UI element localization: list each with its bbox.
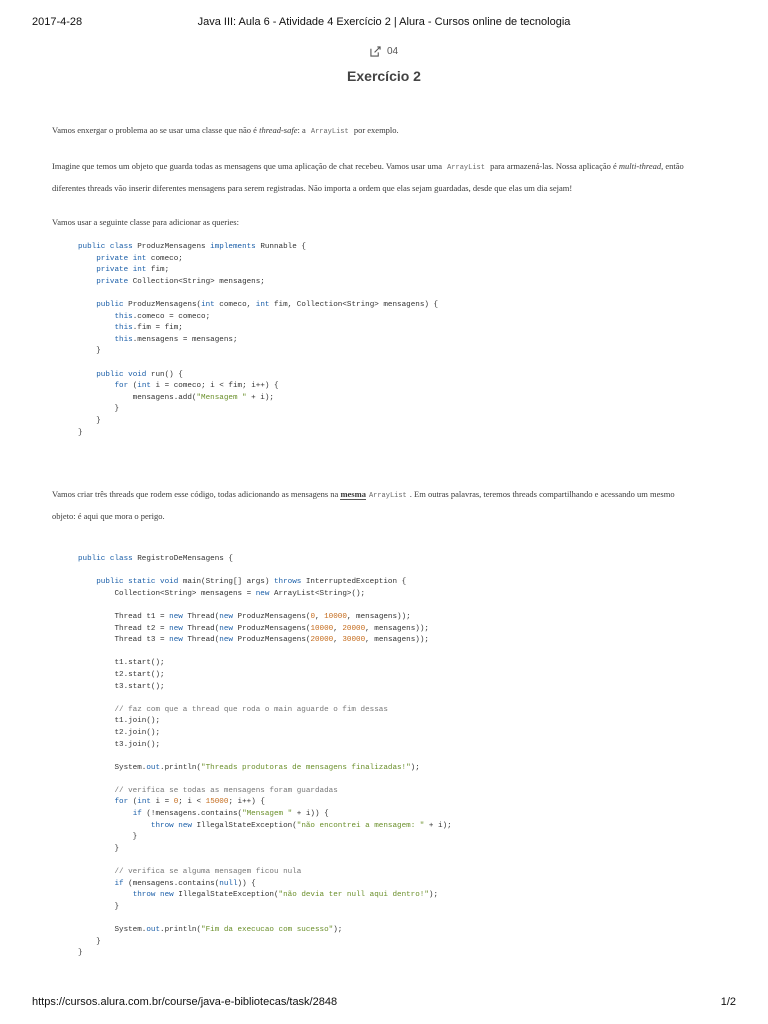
code-line: for (int i = 0; i < 15000; i++) {: [114, 798, 265, 807]
code-line: throw new IllegalStateException("não devia ter null aqui dentro!");: [132, 891, 439, 900]
code-line: }: [78, 428, 83, 437]
code-line: public void run() {: [96, 370, 183, 379]
code-line: [78, 693, 678, 705]
print-url: https://cursos.alura.com.br/course/java-e-bibliotecas/task/2848: [32, 996, 338, 1008]
task-content: [52, 120, 692, 246]
task-header: [0, 44, 768, 84]
code-line: // verifica se alguma mensagem ficou nula: [78, 868, 302, 877]
inline-code: ArrayList: [368, 492, 407, 500]
print-page-title: Java III: Aula 6 - Atividade 4 Exercício 2 | Alura - Cursos online de tecnologia: [197, 16, 571, 28]
code-line: t3.join();: [78, 740, 161, 749]
code-line: [78, 855, 678, 867]
print-footer: [32, 994, 736, 1014]
code-block-produz-mensagens: [78, 242, 678, 439]
code-line: System.out.println("Fim da execucao com sucesso");: [78, 926, 343, 934]
code-line: [78, 566, 678, 578]
code-line: [78, 774, 678, 786]
paragraph-threads: Vamos criar três threads que rodem esse código, todas adicionando as mensagens na mesma ArrayList . Em outras palavras, teremos threads compartilhando e acessando um mesmo objeto: é aqui que mora o perigo.: [52, 489, 675, 521]
print-page-number: 1/2: [720, 996, 736, 1008]
code-line: public static void main(String[] args) throws InterruptedException {: [96, 578, 407, 587]
code-line: Thread t2 = new Thread(new ProduzMensagens(10000, 20000, mensagens));: [78, 624, 429, 633]
code-line: this.mensagens = mensagens;: [114, 335, 238, 344]
code-line: System.out.println("Threads produtoras de mensagens finalizadas!");: [78, 763, 420, 772]
code-line: if (mensagens.contains(null)) {: [114, 879, 256, 888]
code-line: }: [78, 937, 101, 946]
print-date: 2017-4-28: [32, 16, 83, 28]
paragraph-intro: Vamos enxergar o problema ao se usar uma classe que não é thread-safe: a ArrayList por exemplo.: [52, 125, 399, 136]
code-line: }: [78, 833, 138, 842]
code-line: t2.join();: [78, 728, 161, 737]
code-line: Collection<String> mensagens = new ArrayList<String>();: [78, 589, 366, 598]
code-line: public class ProduzMensagens implements Runnable {: [78, 243, 306, 251]
code-block-registro-de-mensagens: [78, 554, 678, 960]
code-line: // faz com que a thread que roda o main aguarde o fim dessas: [78, 705, 388, 714]
code-line: }: [78, 416, 101, 425]
code-line: [78, 913, 678, 925]
code-line: [78, 647, 678, 659]
code-line: t1.start();: [78, 659, 165, 668]
code-line: this.comeco = comeco;: [114, 312, 211, 321]
task-number-link[interactable]: [370, 46, 398, 57]
task-title: Exercício 2: [347, 68, 421, 84]
code-line: for (int i = comeco; i < fim; i++) {: [114, 382, 279, 391]
task-content-2: [52, 484, 692, 540]
code-line: public class RegistroDeMensagens {: [78, 555, 233, 563]
code-line: [78, 358, 678, 370]
code-line: t1.join();: [78, 717, 161, 726]
code-line: }: [78, 902, 120, 911]
code-line: [78, 288, 678, 300]
code-line: }: [78, 949, 83, 958]
inline-code: ArrayList: [447, 164, 485, 172]
code-line: }: [78, 405, 120, 414]
print-header: [32, 12, 736, 32]
code-line: public ProduzMensagens(int comeco, int fim, Collection<String> mensagens) {: [96, 300, 439, 309]
code-line: private Collection<String> mensagens;: [96, 277, 265, 286]
code-line: [78, 600, 678, 612]
code-line: if (!mensagens.contains("Mensagem " + i)) {: [132, 810, 329, 819]
code-line: t3.start();: [78, 682, 165, 691]
code-line: throw new IllegalStateException("não encontrei a mensagem: " + i);: [150, 821, 452, 830]
code-line: t2.start();: [78, 670, 165, 679]
paragraph-scenario: Imagine que temos um objeto que guarda todas as mensagens que uma aplicação de chat recebeu. Vamos usar uma ArrayList para armazená-las. Nossa aplicação é multi-thread, então diferentes threads vão inserir diferentes mensagens para serem registradas. Não importa a ordem que elas sejam guardadas, desde que elas um dia sejam!: [52, 161, 684, 193]
code-line: }: [78, 347, 101, 356]
task-number: 04: [386, 46, 399, 57]
paragraph-class-intro: Vamos usar a seguinte classe para adicionar as queries:: [52, 217, 239, 227]
code-line: // verifica se todas as mensagens foram guardadas: [78, 786, 338, 795]
edit-icon: [370, 46, 381, 57]
code-line: private int comeco;: [96, 254, 183, 263]
code-line: this.fim = fim;: [114, 324, 183, 333]
code-line: Thread t3 = new Thread(new ProduzMensagens(20000, 30000, mensagens));: [78, 636, 429, 645]
inline-code: ArrayList: [310, 128, 349, 136]
code-line: Thread t1 = new Thread(new ProduzMensagens(0, 10000, mensagens));: [78, 612, 411, 621]
code-line: }: [78, 844, 120, 853]
code-line: [78, 751, 678, 763]
code-line: mensagens.add("Mensagem " + i);: [78, 393, 274, 402]
code-line: private int fim;: [96, 266, 170, 275]
